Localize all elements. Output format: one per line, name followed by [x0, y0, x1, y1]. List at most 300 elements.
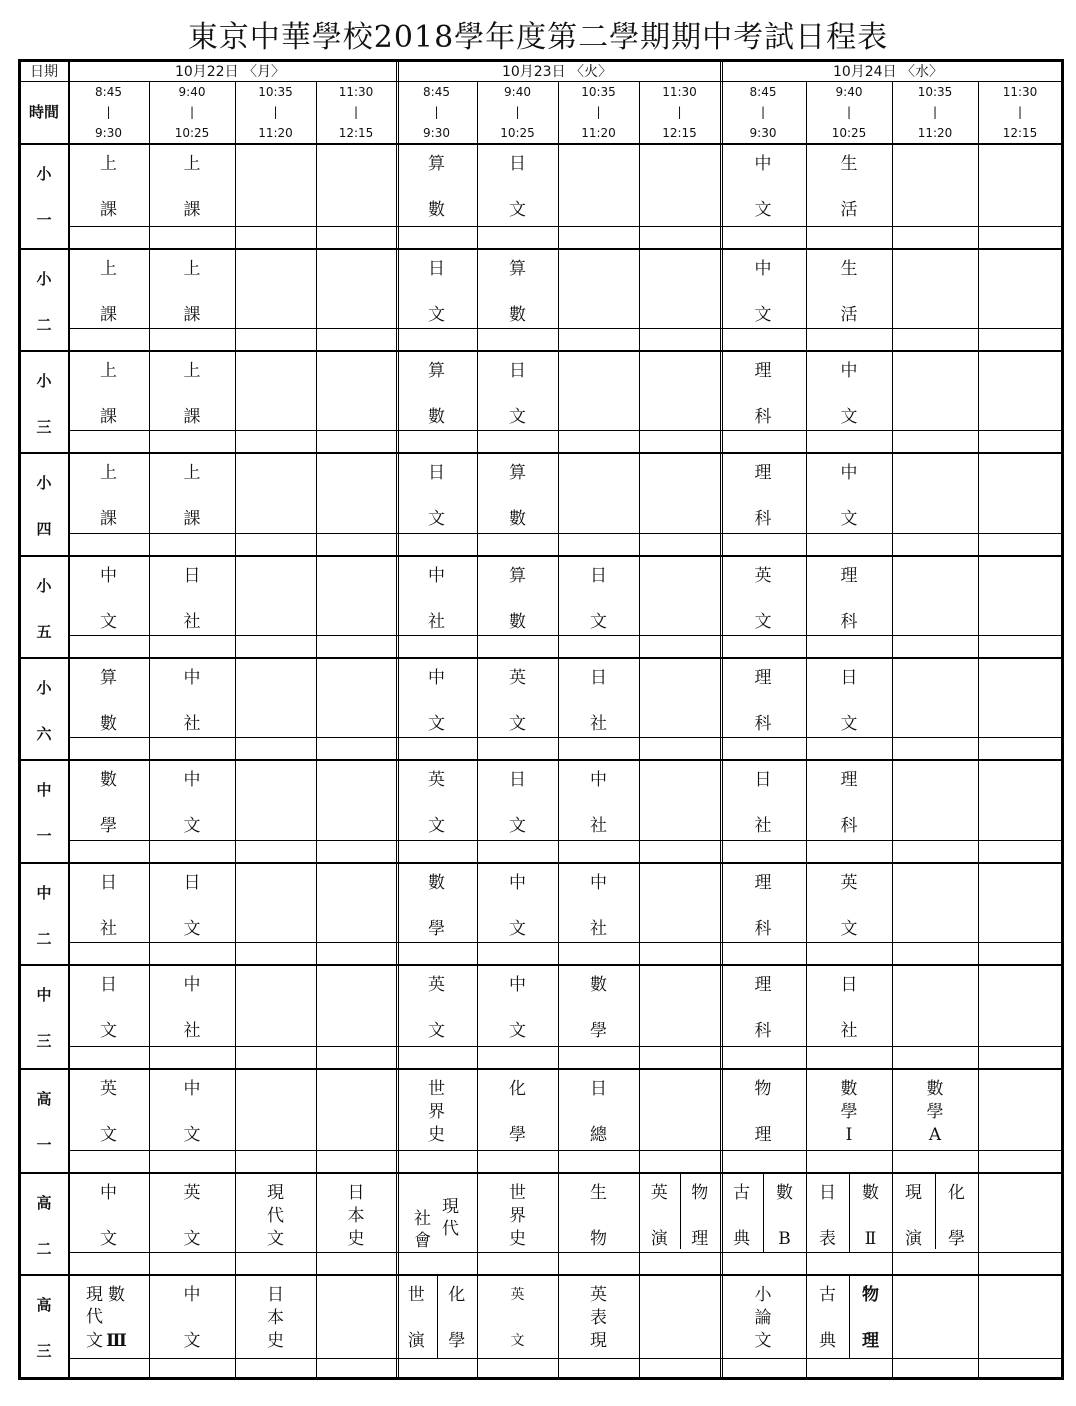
grid-line [21, 143, 1062, 145]
subject-text: 世 [407, 1285, 425, 1305]
start-time: 11:30 [338, 85, 374, 99]
subject-text: 課 [100, 305, 117, 325]
subject-text: 文 [428, 714, 445, 734]
grade-label: 小 [36, 372, 52, 390]
subject-text: 典 [819, 1331, 836, 1351]
subject-text: 數 [428, 873, 445, 893]
start-time: 11:30 [662, 85, 697, 99]
subject-text: 數 [428, 407, 445, 427]
subject-text: 理 [840, 770, 858, 790]
subject-text: 社 [590, 816, 607, 836]
date-label: 日期 [30, 64, 58, 80]
grid-line [21, 81, 1062, 82]
subject-text: 課 [100, 509, 117, 529]
subject-text: 學 [926, 1102, 944, 1122]
subject-text: 科 [840, 816, 858, 836]
subject-text: 文 [428, 305, 445, 325]
subject-text: 日 [267, 1285, 284, 1305]
subject-text: 文 [100, 1229, 117, 1249]
subject-text: 上 [183, 463, 201, 483]
grid-line [21, 248, 1062, 250]
time-separator: | [596, 105, 601, 119]
subject-text: 算 [428, 154, 445, 174]
subject-text: 文 [509, 1021, 526, 1041]
subject-text: 文 [509, 816, 526, 836]
grid-line [149, 81, 150, 1380]
subject-text: 英 [754, 566, 772, 586]
subject-text: 英 [510, 1287, 525, 1303]
subject-text: 生 [590, 1183, 607, 1203]
subject-text: 論 [754, 1308, 772, 1328]
subject-text: 科 [754, 509, 772, 529]
subject-text: 文 [428, 816, 445, 836]
subject-text: 文 [428, 509, 445, 529]
subject-text: 算 [100, 668, 117, 688]
grid-line [21, 862, 1062, 864]
subject-text: 理 [754, 463, 772, 483]
subject-text: 社 [414, 1209, 431, 1229]
subject-text: 文 [267, 1229, 284, 1249]
subject-text: 英 [509, 668, 526, 688]
subject-text: 小 [754, 1285, 772, 1305]
grade-label: 中 [36, 884, 52, 902]
subject-text: 學 [590, 1021, 607, 1041]
subject-text: 文 [840, 714, 858, 734]
grade-label: 中 [36, 986, 52, 1004]
grid-line [68, 62, 70, 1380]
subject-text: 日 [840, 975, 858, 995]
subject-text: 中 [590, 770, 607, 790]
subject-text: 中 [840, 463, 858, 483]
subject-text: 數 [776, 1183, 793, 1203]
subject-text: 學 [448, 1331, 466, 1351]
subject-text: 日 [100, 873, 117, 893]
subject-text: 上 [183, 259, 201, 279]
subject-text: 日 [840, 668, 858, 688]
subject-text: 生 [840, 154, 858, 174]
subject-text: 表 [590, 1308, 607, 1328]
grid-line [639, 81, 640, 1380]
subject-text: 世 [509, 1183, 526, 1203]
subject-text: 化 [948, 1183, 965, 1203]
time-separator: | [515, 105, 520, 119]
subject-text: 文 [754, 305, 772, 325]
start-time: 8:45 [749, 85, 777, 99]
grid-line [21, 1172, 1062, 1174]
time-separator: | [760, 105, 766, 119]
subject-text: 文 [183, 1229, 201, 1249]
subject-text: 古 [733, 1183, 750, 1203]
subject-text: 理 [754, 668, 772, 688]
start-time: 9:40 [835, 85, 863, 99]
subject-text: 社 [840, 1021, 858, 1041]
subject-text: 數 [108, 1285, 125, 1305]
end-time: 9:30 [95, 126, 122, 140]
subject-text: 文 [100, 1125, 117, 1145]
subject-text: 日 [183, 566, 201, 586]
subject-text: 文 [840, 407, 858, 427]
grid-line [21, 1068, 1062, 1070]
end-time: 9:30 [423, 126, 450, 140]
subject-text: 社 [590, 714, 607, 734]
subject-text: 日 [100, 975, 117, 995]
subject-text: 課 [100, 407, 117, 427]
subject-text: 學 [100, 816, 117, 836]
subject-text: 文 [590, 612, 607, 632]
grade-label: 高 [36, 1090, 52, 1108]
subject-text: 日 [590, 566, 607, 586]
subject-text: 理 [840, 566, 858, 586]
subject-text: 中 [840, 361, 858, 381]
subject-text: 文 [509, 919, 526, 939]
grid-line [680, 1172, 681, 1249]
subject-text: 史 [428, 1125, 445, 1145]
subject-text: 表 [819, 1229, 836, 1249]
time-label: 時間 [28, 103, 60, 121]
subject-text: 文 [183, 919, 201, 939]
subject-text: 演 [407, 1331, 425, 1351]
subject-text: 課 [100, 200, 117, 220]
subject-text: 學 [428, 919, 445, 939]
subject-text: 中 [428, 566, 445, 586]
grade-label: 一 [36, 211, 52, 229]
subject-text: 上 [100, 463, 117, 483]
subject-text: 科 [754, 1021, 772, 1041]
subject-text: 中 [100, 566, 117, 586]
subject-text: 數 [840, 1079, 858, 1099]
subject-text: 本 [267, 1308, 284, 1328]
grade-label: 六 [36, 725, 52, 743]
time-separator: | [846, 105, 852, 119]
end-time: 11:20 [258, 126, 293, 140]
subject-text: 英 [590, 1285, 607, 1305]
subject-text: 總 [590, 1125, 607, 1145]
subject-text: 化 [448, 1285, 466, 1305]
subject-text: 本 [347, 1206, 365, 1226]
start-time: 10:35 [258, 85, 293, 99]
grid-line [21, 657, 1062, 659]
subject-text: 數 [590, 975, 607, 995]
day-header: 10月22日 〈月〉 [174, 64, 286, 80]
grade-label: 高 [36, 1194, 52, 1212]
grade-label: 五 [36, 623, 52, 641]
subject-text: 史 [347, 1229, 365, 1249]
subject-text: 中 [590, 873, 607, 893]
subject-text: 史 [267, 1331, 284, 1351]
subject-text: 文 [183, 816, 201, 836]
grade-label: 四 [36, 520, 52, 538]
end-time: 12:15 [338, 126, 374, 140]
grade-label: 三 [36, 1342, 52, 1360]
subject-text: 化 [509, 1079, 526, 1099]
start-time: 9:40 [178, 85, 206, 99]
subject-text: 上 [100, 259, 117, 279]
subject-text: 數 [509, 509, 526, 529]
grid-line [68, 942, 1062, 943]
grade-label: 小 [36, 474, 52, 492]
subject-text: 界 [509, 1206, 526, 1226]
subject-text: 數 [509, 305, 526, 325]
subject-text: 中 [509, 975, 526, 995]
subject-text: 文 [509, 200, 526, 220]
subject-text: 科 [840, 612, 858, 632]
subject-text: 科 [754, 919, 772, 939]
subject-text: 日 [819, 1183, 836, 1203]
subject-text: 數 [926, 1079, 944, 1099]
subject-text: 算 [509, 463, 526, 483]
grid-line [558, 81, 559, 1380]
subject-text: 文 [100, 1021, 117, 1041]
end-time: 9:30 [749, 126, 777, 140]
subject-text: 課 [183, 407, 201, 427]
grid-line [68, 840, 1062, 841]
subject-text: 日 [509, 154, 526, 174]
subject-text: 文 [754, 200, 772, 220]
subject-text: 中 [754, 259, 772, 279]
subject-text: 社 [183, 612, 201, 632]
start-time: 9:40 [504, 85, 531, 99]
grid-line [21, 1274, 1062, 1276]
subject-text: 演 [650, 1229, 668, 1249]
subject-text: 物 [691, 1183, 709, 1203]
subject-text: 中 [754, 154, 772, 174]
grade-label: 小 [36, 679, 52, 697]
subject-text: 日 [509, 361, 526, 381]
subject-text: 社 [428, 612, 445, 632]
subject-text: 社 [183, 1021, 201, 1041]
grade-label: 二 [36, 316, 52, 334]
subject-text: 科 [754, 407, 772, 427]
subject-text: 代 [267, 1206, 284, 1226]
subject-text: 英 [428, 770, 445, 790]
subject-text: 活 [840, 200, 858, 220]
grid-line [68, 1150, 1062, 1151]
subject-text: 學 [948, 1229, 965, 1249]
subject-text: 活 [840, 305, 858, 325]
end-time: 10:25 [174, 126, 210, 140]
subject-text: 日 [590, 668, 607, 688]
subject-text: 日 [509, 770, 526, 790]
end-time: 10:25 [831, 126, 867, 140]
subject-text: 古 [819, 1285, 836, 1305]
subject-text: Ⅲ [106, 1331, 127, 1351]
subject-text: B [778, 1229, 791, 1249]
grid-line [806, 81, 807, 1380]
grid-line [68, 1358, 1062, 1359]
subject-text: 中 [428, 668, 445, 688]
grid-line [21, 759, 1062, 761]
grade-label: 小 [36, 577, 52, 595]
subject-text: 上 [100, 154, 117, 174]
subject-text: 日 [754, 770, 772, 790]
subject-text: 文 [754, 612, 772, 632]
time-separator: | [677, 105, 682, 119]
subject-text: 文 [183, 1125, 201, 1145]
subject-text: 課 [183, 200, 201, 220]
subject-text: 現 [442, 1197, 459, 1217]
subject-text: 文 [840, 919, 858, 939]
subject-text: 物 [590, 1229, 607, 1249]
subject-text: 數 [428, 200, 445, 220]
subject-text: 理 [754, 975, 772, 995]
grid-line [892, 81, 893, 1380]
subject-text: 理 [862, 1331, 879, 1351]
time-separator: | [1017, 105, 1023, 119]
subject-text: 算 [509, 566, 526, 586]
grade-label: 三 [36, 418, 52, 436]
start-time: 10:35 [581, 85, 616, 99]
subject-text: 會 [414, 1231, 431, 1251]
subject-text: 日 [590, 1079, 607, 1099]
subject-text: 英 [100, 1079, 117, 1099]
end-time: 12:15 [1002, 126, 1038, 140]
subject-text: 演 [905, 1229, 922, 1249]
grade-label: 高 [36, 1296, 52, 1314]
end-time: 10:25 [500, 126, 535, 140]
grid-line [21, 452, 1062, 454]
grade-label: 小 [36, 165, 52, 183]
subject-text: 中 [183, 975, 201, 995]
grid-line [978, 81, 979, 1380]
subject-text: 英 [183, 1183, 201, 1203]
day-header: 10月23日 〈火〉 [501, 64, 613, 80]
time-separator: | [106, 105, 111, 119]
subject-text: 科 [754, 714, 772, 734]
subject-text: 物 [754, 1079, 772, 1099]
subject-text: 數 [862, 1183, 879, 1203]
grid-line [68, 737, 1062, 738]
subject-text: 日 [183, 873, 201, 893]
end-time: 11:20 [917, 126, 953, 140]
page-title: 東京中華學校2018學年度第二學期期中考試日程表 [187, 20, 889, 55]
start-time: 10:35 [917, 85, 953, 99]
end-time: 12:15 [662, 126, 697, 140]
subject-text: 界 [428, 1102, 445, 1122]
subject-text: 中 [183, 770, 201, 790]
subject-text: 中 [183, 1079, 201, 1099]
subject-text: 英 [840, 873, 858, 893]
grid-line [720, 62, 723, 1380]
subject-text: 代 [86, 1307, 103, 1327]
subject-text: 現 [267, 1183, 284, 1203]
subject-text: 中 [100, 1183, 117, 1203]
subject-text: 典 [733, 1229, 750, 1249]
subject-text: 課 [183, 305, 201, 325]
subject-text: 生 [840, 259, 858, 279]
grade-label: 三 [36, 1032, 52, 1050]
grid-line [21, 964, 1062, 966]
subject-text: 數 [100, 770, 117, 790]
grid-line [21, 350, 1062, 352]
subject-text: 文 [183, 1331, 201, 1351]
grade-label: 一 [36, 827, 52, 845]
grade-label: 中 [36, 781, 52, 799]
subject-text: 社 [590, 919, 607, 939]
time-separator: | [273, 105, 278, 119]
subject-text: Ⅰ [845, 1125, 853, 1145]
subject-text: 現 [86, 1285, 103, 1305]
subject-text: 理 [754, 873, 772, 893]
grid-line [68, 1046, 1062, 1047]
time-separator: | [189, 105, 195, 119]
subject-text: 文 [86, 1331, 103, 1351]
subject-text: 世 [428, 1079, 445, 1099]
grid-line [68, 635, 1062, 636]
subject-text: 社 [100, 919, 117, 939]
subject-text: 文 [509, 407, 526, 427]
grade-label: 二 [36, 1240, 52, 1258]
grid-line [935, 1172, 936, 1249]
subject-text: 中 [183, 668, 201, 688]
grid-line [316, 81, 317, 1380]
subject-text: 日 [428, 259, 445, 279]
grid-line [849, 1274, 850, 1358]
exam-schedule-table [18, 59, 1064, 1380]
subject-text: 理 [754, 361, 772, 381]
subject-text: 文 [510, 1333, 525, 1349]
subject-text: 現 [905, 1183, 922, 1203]
grid-line [68, 226, 1062, 227]
subject-text: 數 [509, 612, 526, 632]
subject-text: 上 [183, 361, 201, 381]
grade-label: 二 [36, 930, 52, 948]
subject-text: 理 [691, 1229, 709, 1249]
subject-text: 理 [754, 1125, 772, 1145]
grade-label: 小 [36, 270, 52, 288]
grade-label: 一 [36, 1136, 52, 1154]
start-time: 8:45 [423, 85, 450, 99]
subject-text: 中 [183, 1285, 201, 1305]
subject-text: 日 [347, 1183, 365, 1203]
grid-line [21, 555, 1062, 557]
subject-text: 日 [428, 463, 445, 483]
subject-text: 數 [100, 714, 117, 734]
subject-text: 課 [183, 509, 201, 529]
subject-text: 英 [428, 975, 445, 995]
subject-text: 算 [428, 361, 445, 381]
subject-text: 代 [442, 1219, 459, 1239]
grid-line [763, 1172, 764, 1252]
subject-text: 上 [183, 154, 201, 174]
time-separator: | [434, 105, 439, 119]
grid-line [68, 533, 1062, 534]
subject-text: 學 [840, 1102, 858, 1122]
grid-line [396, 62, 399, 1380]
day-header: 10月24日 〈水〉 [832, 64, 944, 80]
subject-text: 物 [862, 1285, 879, 1305]
subject-text: 文 [428, 1021, 445, 1041]
subject-text: 上 [100, 361, 117, 381]
time-separator: | [353, 105, 359, 119]
start-time: 11:30 [1002, 85, 1038, 99]
grid-line [68, 328, 1062, 329]
subject-text: 現 [590, 1331, 607, 1351]
grid-line [849, 1172, 850, 1252]
subject-text: 文 [509, 714, 526, 734]
subject-text: 社 [183, 714, 201, 734]
subject-text: 文 [100, 612, 117, 632]
grid-line [68, 430, 1062, 431]
grid-line [68, 1252, 1062, 1253]
grid-line [235, 81, 236, 1380]
subject-text: 社 [754, 816, 772, 836]
subject-text: Ⅱ [864, 1229, 877, 1249]
grid-line [477, 81, 478, 1380]
subject-text: 文 [754, 1331, 772, 1351]
subject-text: 英 [650, 1183, 668, 1203]
start-time: 8:45 [95, 85, 122, 99]
subject-text: 學 [509, 1125, 526, 1145]
